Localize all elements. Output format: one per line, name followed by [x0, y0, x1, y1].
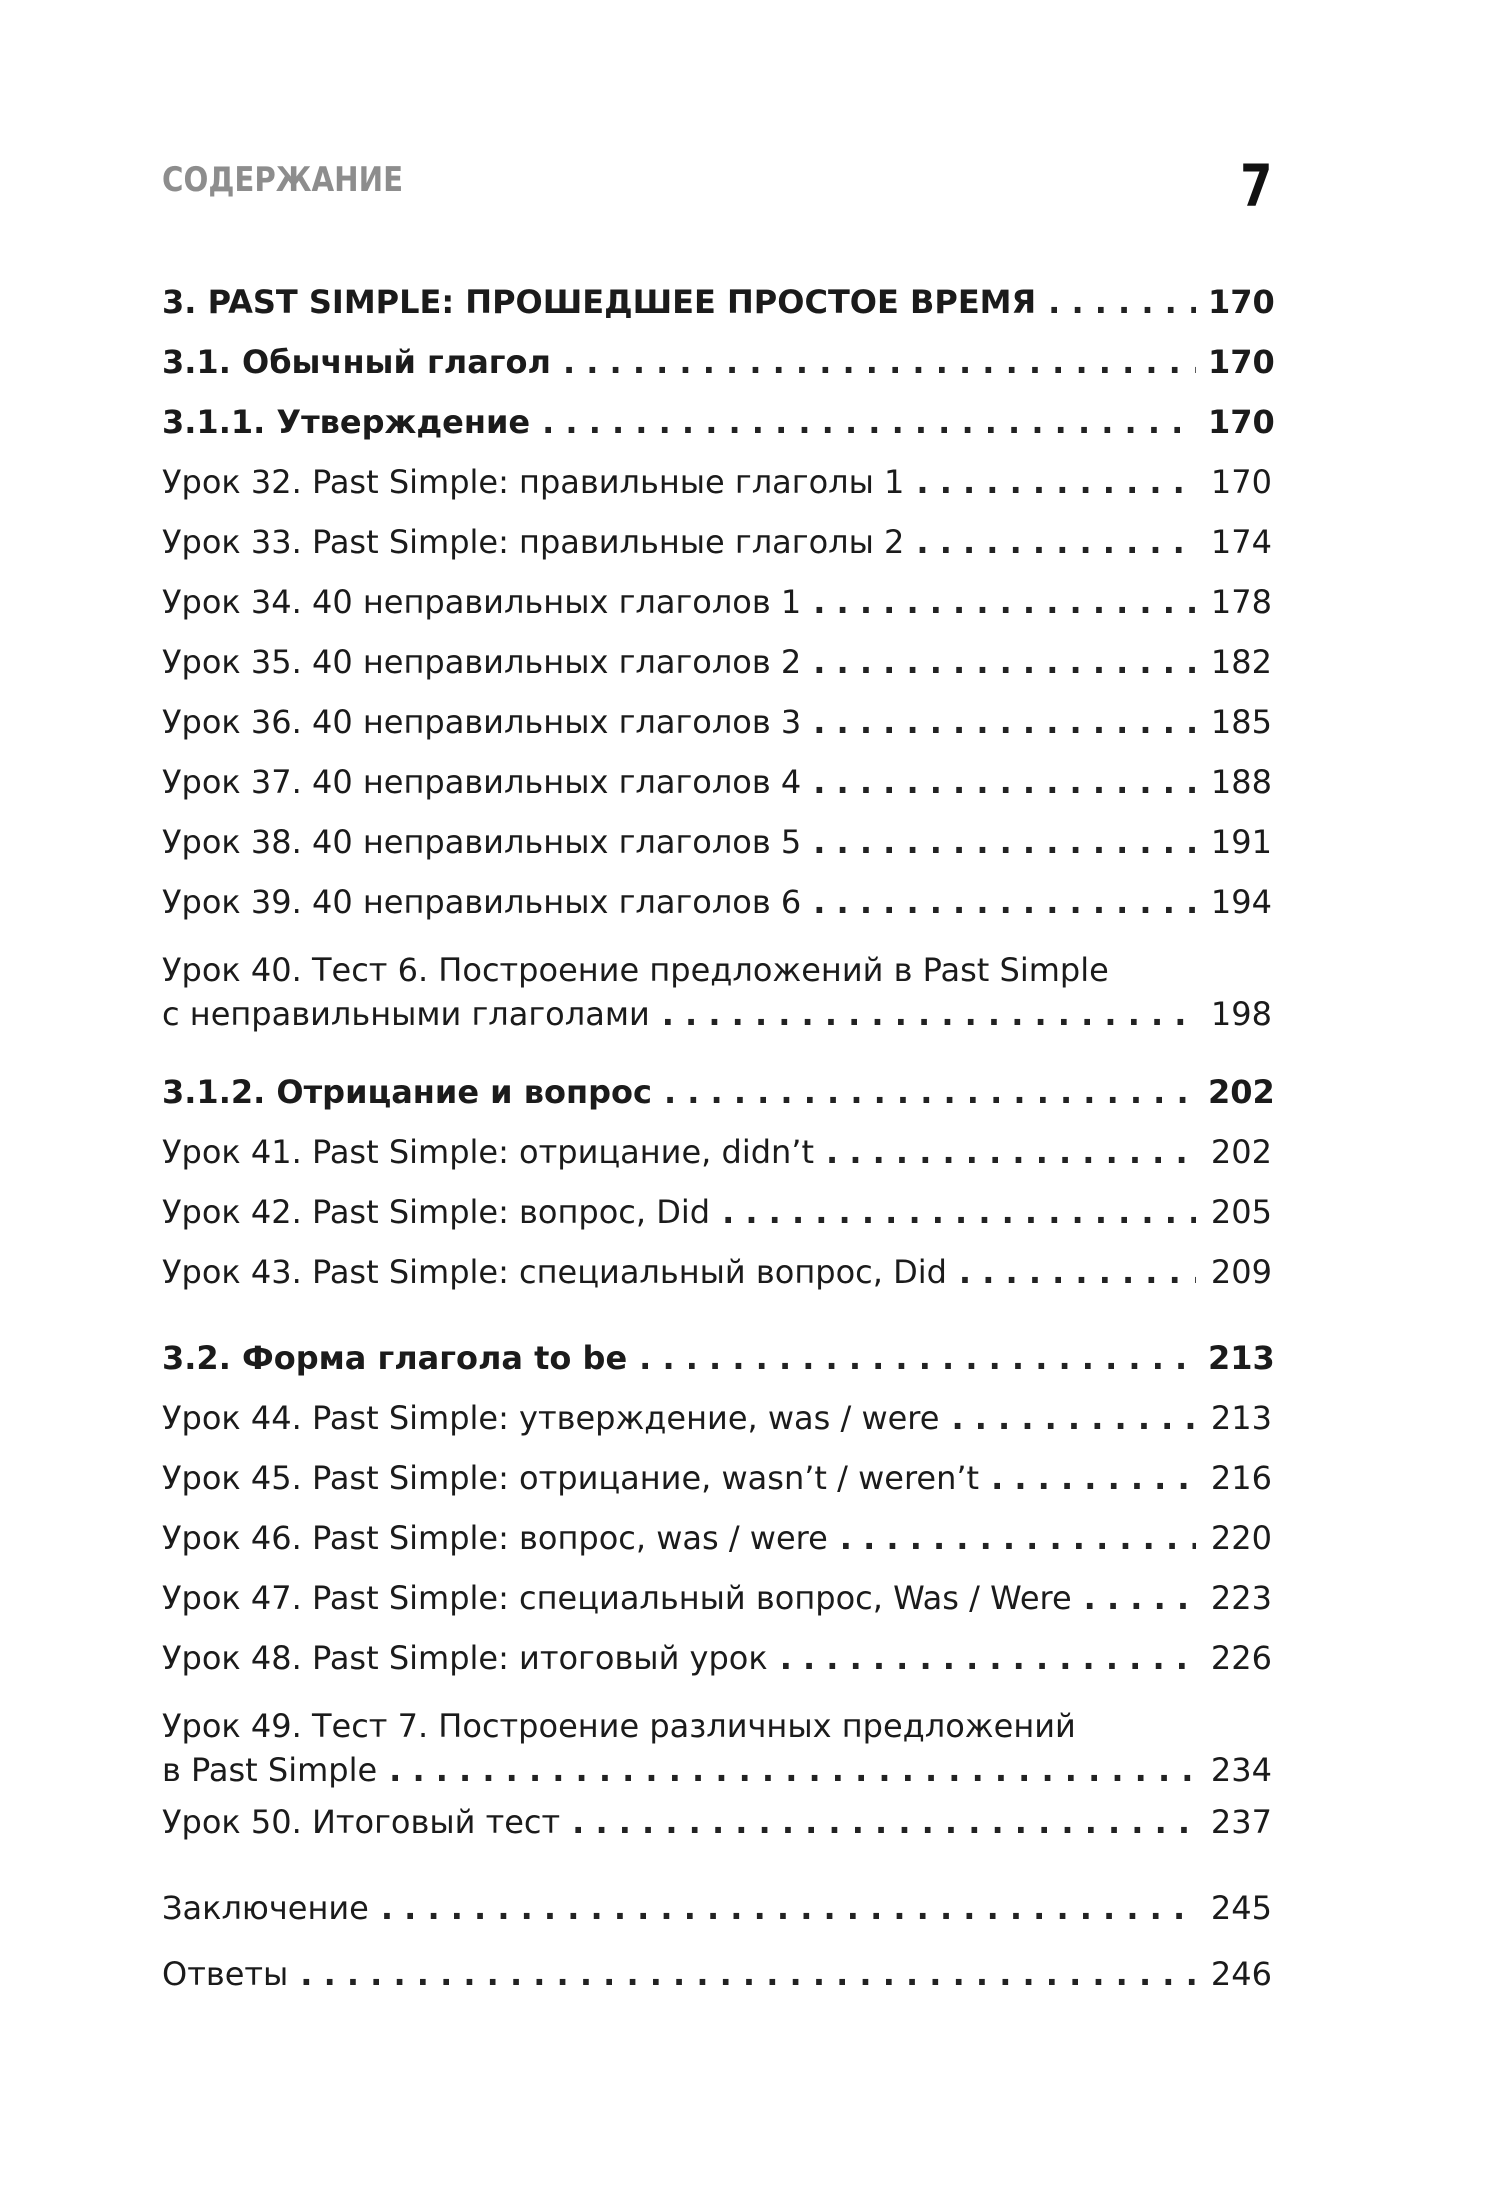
- toc-entry-title-line1: Урок 40. Тест 6. Построение предложений в Past Simple: [162, 951, 1109, 989]
- toc-entry-page: 234: [1210, 1751, 1272, 1789]
- running-title: СОДЕРЖАНИЕ: [162, 160, 404, 200]
- toc-entry-page: 213: [1208, 1339, 1275, 1377]
- toc-entry-title: Урок 45. Past Simple: отрицание, wasn’t / weren’t: [162, 1459, 980, 1497]
- toc-entry-title: Урок 48. Past Simple: итоговый урок: [162, 1639, 768, 1677]
- dot-leader: [662, 992, 1196, 1036]
- toc-entry-title: в Past Simple: [162, 1751, 378, 1789]
- toc-entry-page: 170: [1210, 463, 1272, 501]
- dot-leader: [813, 572, 1196, 632]
- toc-entry-lesson-34[interactable]: [162, 572, 1272, 632]
- dot-leader: [1084, 1568, 1196, 1628]
- toc-entry-page: 223: [1210, 1579, 1272, 1617]
- toc-entry-title: Урок 32. Past Simple: правильные глаголы 1: [162, 463, 905, 501]
- toc-entry-page: 202: [1210, 1133, 1272, 1171]
- dot-leader: [542, 392, 1196, 452]
- toc-entry-lesson-33[interactable]: [162, 512, 1272, 572]
- toc-entry-title: с неправильными глаголами: [162, 995, 650, 1033]
- toc-entry-page: 170: [1208, 343, 1275, 381]
- toc-entry-section-3-1-1[interactable]: [162, 392, 1275, 452]
- page-number: 7: [1239, 152, 1272, 220]
- dot-leader: [951, 1388, 1196, 1448]
- dot-leader: [813, 632, 1196, 692]
- dot-leader: [813, 812, 1196, 872]
- toc-entry-title: Ответы: [162, 1955, 289, 1993]
- dot-leader: [840, 1508, 1196, 1568]
- toc-entry-title: Урок 42. Past Simple: вопрос, Did: [162, 1193, 711, 1231]
- toc-entry-page: 226: [1210, 1639, 1272, 1677]
- dot-leader: [1048, 272, 1196, 332]
- toc-entry-lesson-48[interactable]: [162, 1628, 1272, 1688]
- dot-leader: [563, 332, 1196, 392]
- dot-leader: [572, 1792, 1196, 1852]
- toc-entry-title: 3.2. Форма глагола to be: [162, 1339, 628, 1377]
- toc-entry-page: 170: [1208, 283, 1275, 321]
- toc-entry-title: Урок 43. Past Simple: специальный вопрос, Did: [162, 1253, 947, 1291]
- dot-leader: [813, 752, 1196, 812]
- toc-entry-section-3-1-2[interactable]: [162, 1062, 1275, 1122]
- dot-leader: [813, 872, 1196, 932]
- toc-entry-lesson-35[interactable]: [162, 632, 1272, 692]
- toc-entry-lesson-43[interactable]: [162, 1242, 1272, 1302]
- table-of-contents: [162, 272, 1275, 2004]
- dot-leader: [959, 1242, 1196, 1302]
- toc-entry-section-3-1[interactable]: [162, 332, 1275, 392]
- toc-entry-page: 209: [1210, 1253, 1272, 1291]
- toc-entry-lesson-37[interactable]: [162, 752, 1272, 812]
- toc-entry-lesson-36[interactable]: [162, 692, 1272, 752]
- dot-leader: [826, 1122, 1196, 1182]
- toc-entry-title: Урок 34. 40 неправильных глаголов 1: [162, 583, 802, 621]
- toc-entry-page: 191: [1210, 823, 1272, 861]
- toc-entry-title: Урок 35. 40 неправильных глаголов 2: [162, 643, 802, 681]
- toc-entry-page: 245: [1210, 1889, 1272, 1927]
- dot-leader: [381, 1878, 1196, 1938]
- toc-entry-title: Урок 38. 40 неправильных глаголов 5: [162, 823, 802, 861]
- toc-entry-page: 194: [1210, 883, 1272, 921]
- toc-entry-page: 174: [1210, 523, 1272, 561]
- toc-entry-page: 216: [1210, 1459, 1272, 1497]
- toc-entry-page: 198: [1210, 995, 1272, 1033]
- toc-entry-lesson-39[interactable]: [162, 872, 1272, 932]
- toc-entry-title: Урок 50. Итоговый тест: [162, 1803, 561, 1841]
- toc-entry-lesson-50[interactable]: [162, 1792, 1272, 1852]
- toc-entry-title: 3.1. Обычный глагол: [162, 343, 551, 381]
- toc-entry-lesson-45[interactable]: [162, 1448, 1272, 1508]
- toc-entry-title: Заключение: [162, 1889, 369, 1927]
- dot-leader: [916, 512, 1196, 572]
- toc-entry-title: 3.1.1. Утверждение: [162, 403, 531, 441]
- toc-entry-lesson-40[interactable]: [162, 948, 1272, 1036]
- toc-entry-title: Урок 33. Past Simple: правильные глаголы 2: [162, 523, 905, 561]
- toc-entry-lesson-47[interactable]: [162, 1568, 1272, 1628]
- dot-leader: [389, 1748, 1196, 1792]
- toc-entry-page: 202: [1208, 1073, 1275, 1111]
- dot-leader: [300, 1944, 1196, 2004]
- toc-entry-page: 185: [1210, 703, 1272, 741]
- dot-leader: [780, 1628, 1196, 1688]
- toc-entry-title: 3. PAST SIMPLE: ПРОШЕДШЕЕ ПРОСТОЕ ВРЕМЯ: [162, 283, 1037, 321]
- toc-entry-title: Урок 41. Past Simple: отрицание, didn’t: [162, 1133, 815, 1171]
- toc-entry-page: 178: [1210, 583, 1272, 621]
- dot-leader: [664, 1062, 1196, 1122]
- toc-entry-title: 3.1.2. Отрицание и вопрос: [162, 1073, 652, 1111]
- toc-entry-title: Урок 37. 40 неправильных глаголов 4: [162, 763, 802, 801]
- toc-entry-section-3-2[interactable]: [162, 1328, 1275, 1388]
- toc-entry-chapter-3[interactable]: [162, 272, 1275, 332]
- toc-entry-answers[interactable]: [162, 1944, 1272, 2004]
- toc-entry-lesson-38[interactable]: [162, 812, 1272, 872]
- toc-entry-page: 188: [1210, 763, 1272, 801]
- toc-entry-page: 205: [1210, 1193, 1272, 1231]
- toc-entry-page: 220: [1210, 1519, 1272, 1557]
- toc-entry-title: Урок 36. 40 неправильных глаголов 3: [162, 703, 802, 741]
- toc-entry-lesson-46[interactable]: [162, 1508, 1272, 1568]
- toc-entry-page: 170: [1208, 403, 1275, 441]
- toc-entry-title: Урок 44. Past Simple: утверждение, was / were: [162, 1399, 940, 1437]
- toc-entry-lesson-44[interactable]: [162, 1388, 1272, 1448]
- dot-leader: [722, 1182, 1196, 1242]
- toc-entry-page: 182: [1210, 643, 1272, 681]
- dot-leader: [991, 1448, 1196, 1508]
- toc-entry-page: 246: [1210, 1955, 1272, 1993]
- toc-entry-title: Урок 46. Past Simple: вопрос, was / were: [162, 1519, 828, 1557]
- toc-entry-page: 237: [1210, 1803, 1272, 1841]
- dot-leader: [813, 692, 1196, 752]
- toc-entry-lesson-42[interactable]: [162, 1182, 1272, 1242]
- toc-entry-conclusion[interactable]: [162, 1878, 1272, 1938]
- toc-entry-title: Урок 47. Past Simple: специальный вопрос, Was / Were: [162, 1579, 1072, 1617]
- toc-entry-lesson-41[interactable]: [162, 1122, 1272, 1182]
- toc-entry-lesson-32[interactable]: [162, 452, 1272, 512]
- toc-entry-lesson-49[interactable]: [162, 1704, 1272, 1792]
- toc-entry-page: 213: [1210, 1399, 1272, 1437]
- toc-entry-title: Урок 39. 40 неправильных глаголов 6: [162, 883, 802, 921]
- toc-entry-title-line1: Урок 49. Тест 7. Построение различных предложений: [162, 1707, 1076, 1745]
- dot-leader: [639, 1328, 1196, 1388]
- dot-leader: [916, 452, 1196, 512]
